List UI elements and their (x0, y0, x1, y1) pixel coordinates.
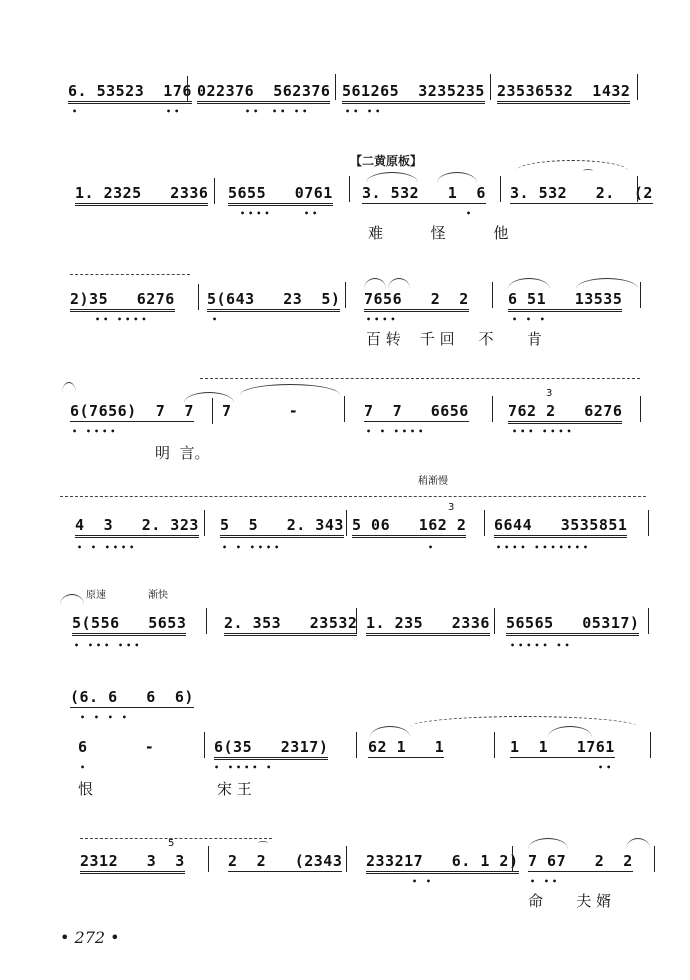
measure: 233217 6. 1 2) (366, 852, 519, 874)
octave-dots: •••• (366, 315, 399, 324)
slur (80, 838, 272, 839)
octave-dots: •• (166, 107, 183, 116)
measure: 7 - (222, 402, 299, 420)
tempo-marking: 原速 (86, 590, 106, 601)
lyrics-line: 恨 宋 王 (78, 780, 252, 798)
measure: 6 - (78, 738, 155, 756)
measure: 7656 2 2 (364, 290, 469, 312)
slur (576, 278, 638, 289)
octave-dots: • ••• ••• (74, 641, 143, 650)
measure: 6 51 13535 (508, 290, 622, 312)
measure: 23536532 1432 (497, 82, 630, 104)
lyrics-line: 百 转 千 回 不 肯 (366, 330, 542, 348)
slur (60, 594, 84, 605)
lyrics-line: 难 怪 他 (368, 224, 509, 242)
barline (492, 396, 493, 422)
measure: 3. 532 2. (2 (510, 184, 653, 202)
barline (484, 510, 485, 536)
octave-dots: • • • • (80, 713, 130, 722)
fermata: ⌒ (583, 170, 593, 181)
slur (70, 274, 190, 275)
octave-dots: • • • (512, 315, 548, 324)
measure: 2. 353 23532 (224, 614, 357, 636)
barline (204, 510, 205, 536)
slur (437, 172, 477, 183)
barline (204, 732, 205, 758)
barline (346, 510, 347, 536)
measure: 6(7656) 7 7 (70, 402, 194, 420)
measure: 1. 235 2336 (366, 614, 490, 636)
slur (240, 384, 340, 395)
barline (637, 74, 638, 100)
measure: 62 1 1 (368, 738, 445, 756)
grace-note: 3 (546, 388, 553, 399)
octave-dots: • • •••• (366, 427, 427, 436)
barline (492, 282, 493, 308)
barline (640, 282, 641, 308)
slur (410, 716, 638, 727)
slur (528, 838, 568, 849)
section-marking: 【二黄原板】 (350, 154, 423, 168)
octave-dots: •• (598, 763, 615, 772)
grace-note: 3 (448, 502, 455, 513)
tempo-marking: 渐快 (148, 590, 168, 601)
barline (356, 608, 357, 634)
measure: 561265 3235235 (342, 82, 485, 104)
page-number: • 272 • (60, 928, 120, 947)
octave-dots: • (428, 543, 437, 552)
measure: 6. 53523 176 (68, 82, 192, 104)
slur (388, 278, 410, 289)
octave-dots: • •• (530, 877, 561, 886)
octave-dots: •• (304, 209, 321, 218)
octave-dots: • (466, 209, 475, 218)
slur (516, 160, 628, 171)
barline (345, 282, 346, 308)
barline (654, 846, 655, 872)
measure: 4 3 2. 323 (75, 516, 199, 538)
octave-dots: •• •• (345, 107, 384, 116)
measure: 762 2 6276 (508, 402, 622, 424)
measure: 5655 0761 (228, 184, 333, 206)
slur (366, 172, 418, 183)
tempo-marking: 稍渐慢 (418, 476, 448, 487)
measure: 6(35 2317) (214, 738, 328, 760)
barline (356, 732, 357, 758)
barline (349, 176, 350, 202)
barline (208, 846, 209, 872)
slur (548, 726, 592, 737)
lyrics-line: 明 言。 (155, 444, 210, 462)
measure: 5 06 162 2 (352, 516, 466, 538)
octave-dots: • •••• • (214, 763, 275, 772)
barline (648, 608, 649, 634)
barline (344, 396, 345, 422)
barline (198, 284, 199, 310)
slur (626, 838, 650, 849)
measure: 2)35 6276 (70, 290, 175, 312)
barline (650, 732, 651, 758)
octave-dots: • (80, 763, 89, 772)
measure: 1 1 1761 (510, 738, 615, 756)
slur (62, 382, 76, 393)
slur (200, 378, 640, 379)
measure: 022376 562376 (197, 82, 330, 104)
octave-dots: ••• •••• (512, 427, 575, 436)
measure: 2312 3 3 (80, 852, 185, 874)
measure: 2 2 (2343 (228, 852, 343, 870)
octave-dots: • • •••• (222, 543, 283, 552)
grace-note: 5 (168, 838, 175, 849)
barline (187, 76, 188, 102)
measure: 56565 05317) (506, 614, 639, 636)
lyrics-line: 命 夫 婿 (528, 892, 612, 910)
measure: 5(556 5653 (72, 614, 186, 636)
barline (490, 74, 491, 100)
slur (508, 278, 550, 289)
barline (500, 176, 501, 202)
barline (512, 846, 513, 872)
slur (60, 496, 646, 497)
octave-dots: • (212, 315, 221, 324)
measure: 7 7 6656 (364, 402, 469, 420)
measure: 1. 2325 2336 (75, 184, 208, 206)
octave-dots: ••••• •• (510, 641, 573, 650)
octave-dots: •••• ••••••• (496, 543, 592, 552)
fermata: ⌒ (258, 842, 268, 853)
barline (206, 608, 207, 634)
measure: 7 67 2 2 (528, 852, 633, 870)
octave-dots: •••• (240, 209, 273, 218)
octave-dots: •• •• (272, 107, 311, 116)
slur (370, 726, 410, 737)
barline (494, 732, 495, 758)
variant-line: (6. 6 6 6) (70, 688, 194, 706)
barline (212, 398, 213, 424)
octave-dots: • •••• (72, 427, 119, 436)
octave-dots: •• •••• (95, 315, 150, 324)
octave-dots: •• (245, 107, 262, 116)
octave-dots: • (72, 107, 81, 116)
barline (214, 178, 215, 204)
barline (335, 74, 336, 100)
barline (494, 608, 495, 634)
barline (637, 176, 638, 202)
measure: 6644 3535851 (494, 516, 627, 538)
measure: 5(643 23 5) (207, 290, 340, 312)
measure: 5 5 2. 343 (220, 516, 344, 538)
barline (640, 396, 641, 422)
octave-dots: • • (412, 877, 435, 886)
barline (346, 846, 347, 872)
slur (364, 278, 386, 289)
octave-dots: • • •••• (77, 543, 138, 552)
measure: 3. 532 1 6 (362, 184, 486, 202)
barline (648, 510, 649, 536)
